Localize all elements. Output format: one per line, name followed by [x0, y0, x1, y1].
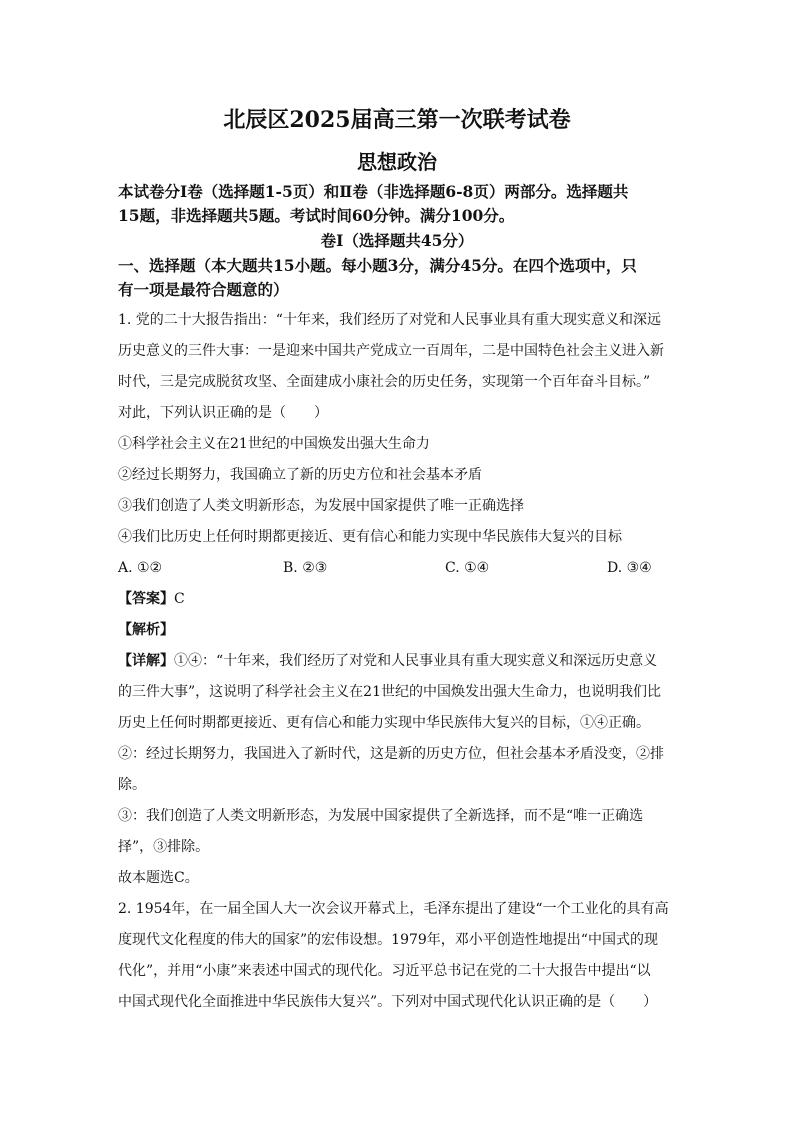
q1-detail-line: 择”，③排除。	[118, 839, 210, 855]
q1-option-d: D. ③④	[607, 560, 652, 576]
q1-detail-line: 除。	[118, 777, 146, 793]
intro-line-1: 本试卷分Ⅰ卷（选择题1-5页）和Ⅱ卷（非选择题6-8页）两部分。选择题共	[118, 182, 629, 201]
q1-stem-line: 时代，三是完成脱贫攻坚、全面建成小康社会的历史任务，实现第一个百年奋斗目标。”	[118, 374, 651, 390]
q1-detail-line: 的三件大事”，这说明了科学社会主义在21世纪的中国焕发出强大生命力，也说明我们比	[118, 684, 661, 700]
q1-options	[118, 553, 678, 584]
q2-stem-line: 代化”，并用“小康”来表述中国式的现代化。习近平总书记在党的二十大报告中提出“以	[118, 963, 651, 979]
q2-stem-line: 2. 1954年，在一届全国人大一次会议开幕式上，毛泽东提出了建设“一个工业化的具有高	[118, 901, 669, 917]
q1-detail-line: 历史上任何时期都更接近、更有信心和能力实现中华民族伟大复兴的目标，①④正确。	[118, 715, 650, 731]
q1-item-1: ①科学社会主义在21世纪的中国焕发出强大生命力	[118, 436, 430, 452]
detail-tag: 【详解】	[118, 653, 174, 669]
q1-option-b: B. ②③	[283, 560, 328, 576]
q1-item-2: ②经过长期努力，我国确立了新的历史方位和社会基本矛盾	[118, 467, 482, 483]
intro-line-2: 15题，非选择题共5题。考试时间60分钟。满分100分。	[118, 206, 515, 225]
analysis-tag: 【解析】	[118, 622, 174, 638]
q1-stem-line: 1. 党的二十大报告指出：“十年来，我们经历了对党和人民事业具有重大现实意义和深远	[118, 312, 661, 328]
q2-stem-line: 度现代文化程度的伟大的国家”的宏伟设想。1979年，邓小平创造性地提出“中国式的现	[118, 932, 658, 948]
section-instruction-2: 有一项是最符合题意的）	[118, 280, 289, 299]
answer-tag: 【答案】	[118, 591, 174, 607]
q1-detail-line: ③：我们创造了人类文明新形态，为发展中国家提供了全新选择，而不是“唯一正确选	[118, 808, 644, 824]
q1-detail-line	[118, 646, 678, 677]
q1-stem-line: 历史意义的三件大事：一是迎来中国共产党成立一百周年，二是中国特色社会主义进入新	[118, 343, 664, 359]
q1-detail-line: 故本题选C。	[118, 870, 199, 886]
answer-value: C	[174, 591, 185, 607]
q1-analysis	[118, 615, 678, 646]
exam-title: 北辰区2025届高三第一次联考试卷	[223, 107, 571, 133]
section-heading: 卷Ⅰ（选择题共45分）	[320, 231, 474, 250]
q2-stem-line: 中国式现代化全面推进中华民族伟大复兴”。下列对中国式现代化认识正确的是（ ）	[118, 994, 658, 1010]
q1-stem-line: 对此，下列认识正确的是（ ）	[118, 405, 328, 421]
detail-text: ①④：“十年来，我们经历了对党和人民事业具有重大现实意义和深远历史意义	[174, 653, 658, 669]
q1-detail-line: ②：经过长期努力，我国进入了新时代，这是新的历史方位，但社会基本矛盾没变，②排	[118, 746, 664, 762]
q1-option-c: C. ①④	[445, 560, 490, 576]
q1-item-3: ③我们创造了人类文明新形态，为发展中国家提供了唯一正确选择	[118, 498, 524, 514]
section-instruction-1: 一、选择题（本大题共15小题。每小题3分，满分45分。在四个选项中，只	[118, 256, 637, 275]
q1-answer	[118, 584, 678, 615]
q1-item-4: ④我们比历史上任何时期都更接近、更有信心和能力实现中华民族伟大复兴的目标	[118, 529, 622, 545]
q1-option-a: A. ①②	[118, 560, 163, 576]
exam-subject: 思想政治	[357, 150, 437, 174]
